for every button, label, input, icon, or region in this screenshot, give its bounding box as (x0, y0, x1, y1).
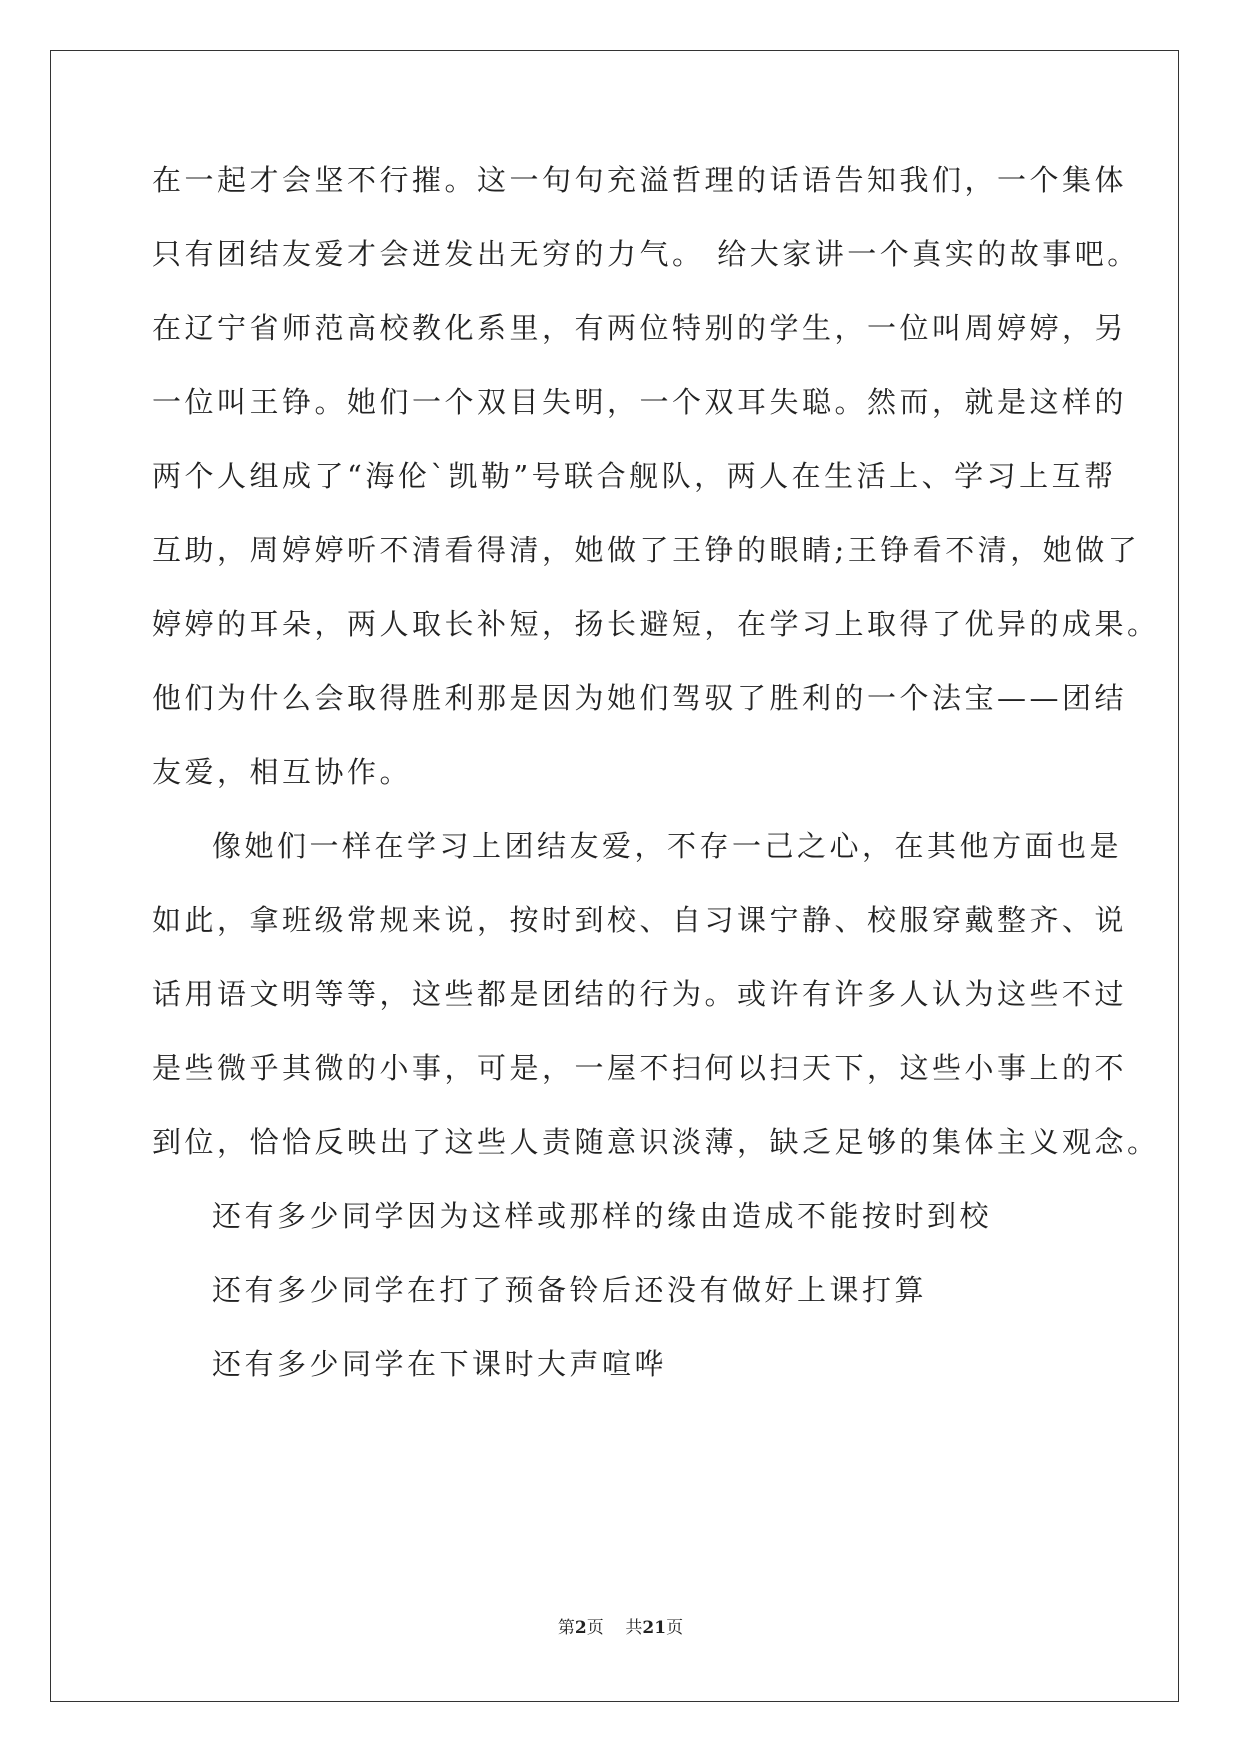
text-line: 只有团结友爱才会迸发出无穷的力气。 给大家讲一个真实的故事吧。 (152, 237, 1140, 271)
page-indicator: 第2页 (557, 1618, 604, 1638)
text-line: 还有多少同学因为这样或那样的缘由造成不能按时到校 (212, 1199, 993, 1233)
text-line: 是些微乎其微的小事，可是，一屋不扫何以扫天下，这些小事上的不 (152, 1051, 1128, 1085)
text-line: 如此，拿班级常规来说，按时到校、自习课宁静、校服穿戴整齐、说 (152, 903, 1128, 937)
text-line: 友爱，相互协作。 (152, 755, 413, 789)
page-footer (0, 1617, 1241, 1639)
text-line: 一位叫王铮。她们一个双目失明，一个双耳失聪。然而，就是这样的 (152, 385, 1128, 419)
text-line: 互助，周婷婷听不清看得清，她做了王铮的眼睛;王铮看不清，她做了 (152, 533, 1141, 567)
document-body (152, 162, 1160, 1420)
total-pages-indicator: 共21页 (625, 1618, 684, 1638)
text-line: 两个人组成了“海伦`凯勒”号联合舰队，两人在生活上、学习上互帮 (152, 459, 1117, 493)
text-line: 还有多少同学在下课时大声喧哗 (212, 1347, 668, 1381)
text-line: 还有多少同学在打了预备铃后还没有做好上课打算 (212, 1273, 928, 1307)
text-line: 在一起才会坚不行摧。这一句句充溢哲理的话语告知我们，一个集体 (152, 163, 1128, 197)
text-line: 话用语文明等等，这些都是团结的行为。或许有许多人认为这些不过 (152, 977, 1128, 1011)
text-line: 婷婷的耳朵，两人取长补短，扬长避短，在学习上取得了优异的成果。 (152, 607, 1160, 641)
text-line: 到位，恰恰反映出了这些人责随意识淡薄，缺乏足够的集体主义观念。 (152, 1125, 1160, 1159)
text-line: 他们为什么会取得胜利那是因为她们驾驭了胜利的一个法宝——团结 (152, 681, 1128, 715)
text-line: 像她们一样在学习上团结友爱，不存一己之心，在其他方面也是 (212, 829, 1123, 863)
text-line: 在辽宁省师范高校教化系里，有两位特别的学生，一位叫周婷婷，另 (152, 311, 1128, 345)
